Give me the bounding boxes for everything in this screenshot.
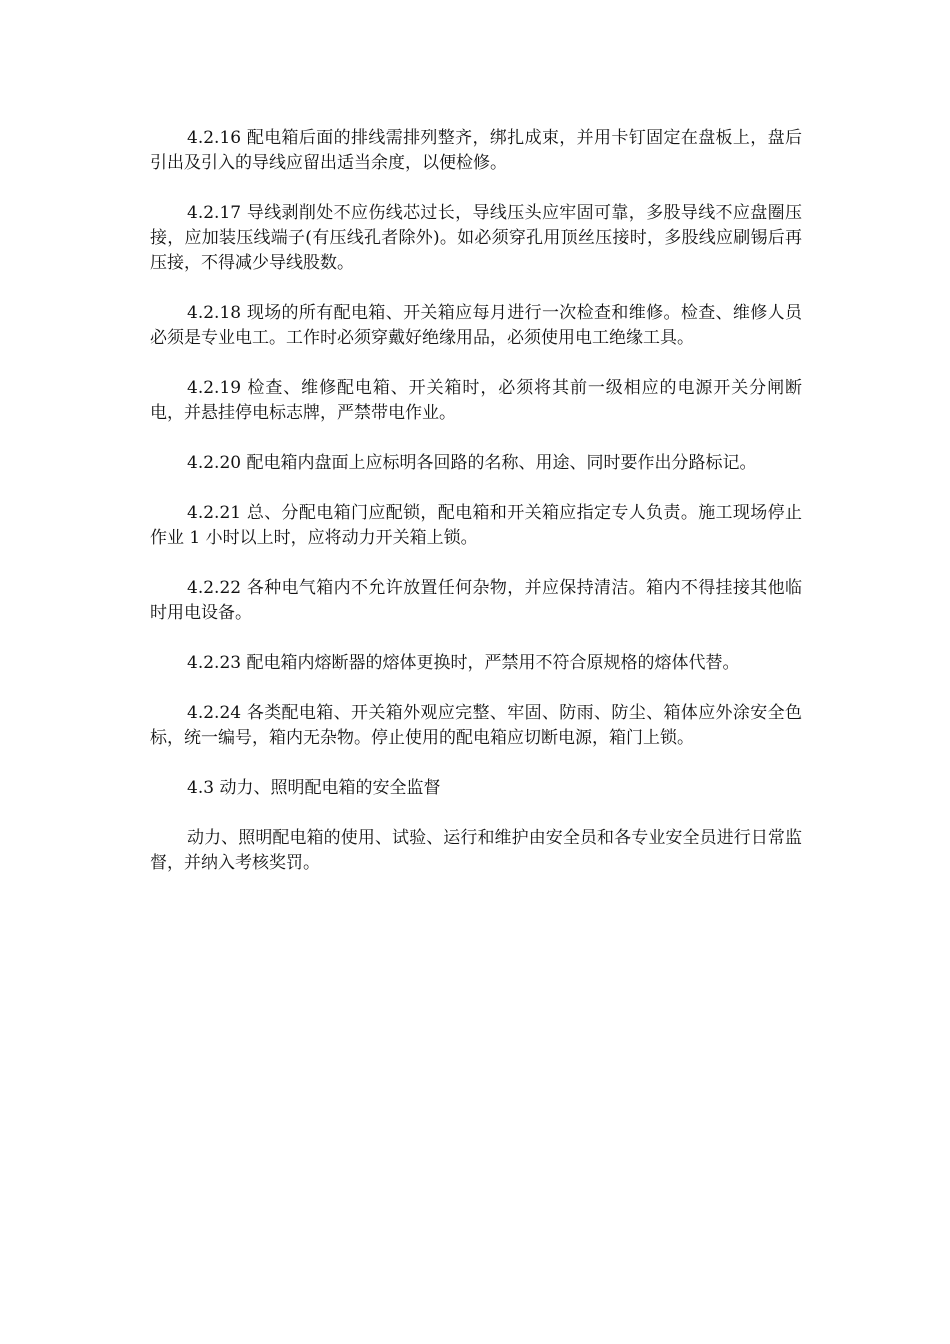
paragraph-4-2-16: 4.2.16 配电箱后面的排线需排列整齐，绑扎成束，并用卡钉固定在盘板上，盘后引出及引入的导线应留出适当余度，以便检修。 bbox=[150, 128, 802, 173]
paragraph-4-2-18: 4.2.18 现场的所有配电箱、开关箱应每月进行一次检查和维修。检查、维修人员必须是专业电工。工作时必须穿戴好绝缘用品，必须使用电工绝缘工具。 bbox=[150, 303, 802, 348]
paragraph-4-2-17: 4.2.17 导线剥削处不应伤线芯过长，导线压头应牢固可靠，多股导线不应盘圈压接，应加装压线端子(有压线孔者除外)。如必须穿孔用顶丝压接时，多股线应刷锡后再压接，不得减少导线股数。 bbox=[150, 203, 802, 273]
paragraph-4-3-body: 动力、照明配电箱的使用、试验、运行和维护由安全员和各专业安全员进行日常监督，并纳入考核奖罚。 bbox=[150, 828, 802, 873]
document-body bbox=[150, 126, 802, 901]
paragraph-4-2-23: 4.2.23 配电箱内熔断器的熔体更换时，严禁用不符合原规格的熔体代替。 bbox=[187, 653, 740, 673]
paragraph-4-2-24: 4.2.24 各类配电箱、开关箱外观应完整、牢固、防雨、防尘、箱体应外涂安全色标，统一编号，箱内无杂物。停止使用的配电箱应切断电源，箱门上锁。 bbox=[150, 703, 802, 748]
section-heading-4-3: 4.3 动力、照明配电箱的安全监督 bbox=[187, 778, 441, 798]
paragraph-4-2-21: 4.2.21 总、分配电箱门应配锁，配电箱和开关箱应指定专人负责。施工现场停止作业 1 小时以上时，应将动力开关箱上锁。 bbox=[150, 503, 802, 548]
paragraph-4-2-22: 4.2.22 各种电气箱内不允许放置任何杂物，并应保持清洁。箱内不得挂接其他临时用电设备。 bbox=[150, 578, 802, 623]
paragraph-4-2-19: 4.2.19 检查、维修配电箱、开关箱时，必须将其前一级相应的电源开关分闸断电，并悬挂停电标志牌，严禁带电作业。 bbox=[150, 378, 802, 423]
paragraph-4-2-20: 4.2.20 配电箱内盘面上应标明各回路的名称、用途、同时要作出分路标记。 bbox=[187, 453, 757, 473]
